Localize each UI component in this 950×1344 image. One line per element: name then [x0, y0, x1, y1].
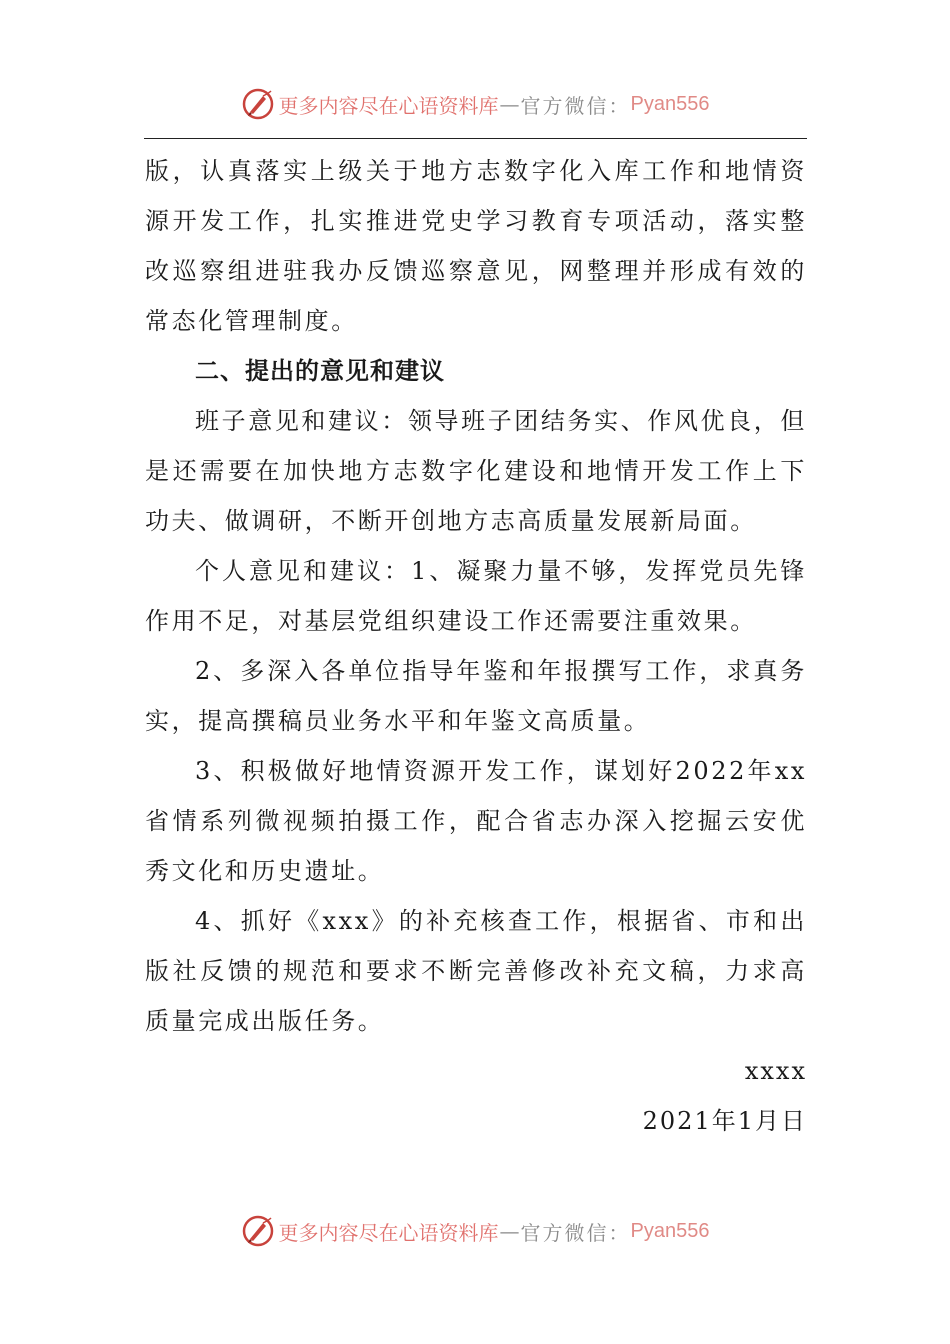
- watermark-account: Pyan556: [630, 1219, 710, 1242]
- paragraph-opinion-3: 3、积极做好地情资源开发工作，谋划好2022年xx省情系列微视频拍摄工作，配合省志办深入挖掘云安优秀文化和历史遗址。: [145, 757, 807, 885]
- paragraph-opinion-2: 2、多深入各单位指导年鉴和年报撰写工作，求真务实，提高撰稿员业务水平和年鉴文高质量。: [145, 657, 807, 735]
- document-body: [145, 146, 807, 1146]
- watermark-account: Pyan556: [630, 92, 710, 115]
- quill-logo-icon: [241, 1214, 275, 1248]
- watermark-official: 官方微信：: [520, 93, 631, 118]
- paragraph-team-opinion: 班子意见和建议：领导班子团结务实、作风优良，但是还需要在加快地方志数字化建设和地情开发工作上下功夫、做调研，不断开创地方志高质量发展新局面。: [145, 407, 807, 535]
- quill-logo-icon: [241, 87, 275, 121]
- signature-name: xxxx: [744, 1057, 807, 1085]
- footer-watermark: [0, 1211, 950, 1251]
- paragraph-opinion-4: 4、抓好《xxx》的补充核查工作，根据省、市和出版社反馈的规范和要求不断完善修改补充文稿，力求高质量完成出版任务。: [145, 907, 807, 1035]
- paragraph-continued: 版，认真落实上级关于地方志数字化入库工作和地情资源开发工作，扎实推进党史学习教育专项活动，落实整改巡察组进驻我办反馈巡察意见，网整理并形成有效的常态化管理制度。: [145, 157, 807, 335]
- watermark-official: 官方微信：: [520, 1220, 631, 1245]
- header-watermark: [0, 84, 950, 124]
- watermark-dash: —: [499, 92, 520, 116]
- watermark-dash: —: [499, 1219, 520, 1243]
- header-divider: [144, 138, 807, 139]
- watermark-brand: 更多内容尽在心语资料库: [278, 1220, 499, 1245]
- signature-date: 2021年1月日: [642, 1107, 807, 1135]
- paragraph-personal-opinion-1: 个人意见和建议：1、凝聚力量不够，发挥党员先锋作用不足，对基层党组织建设工作还需要注重效果。: [145, 557, 807, 635]
- watermark-brand: 更多内容尽在心语资料库: [278, 93, 499, 118]
- section-heading: 二、提出的意见和建议: [195, 357, 445, 385]
